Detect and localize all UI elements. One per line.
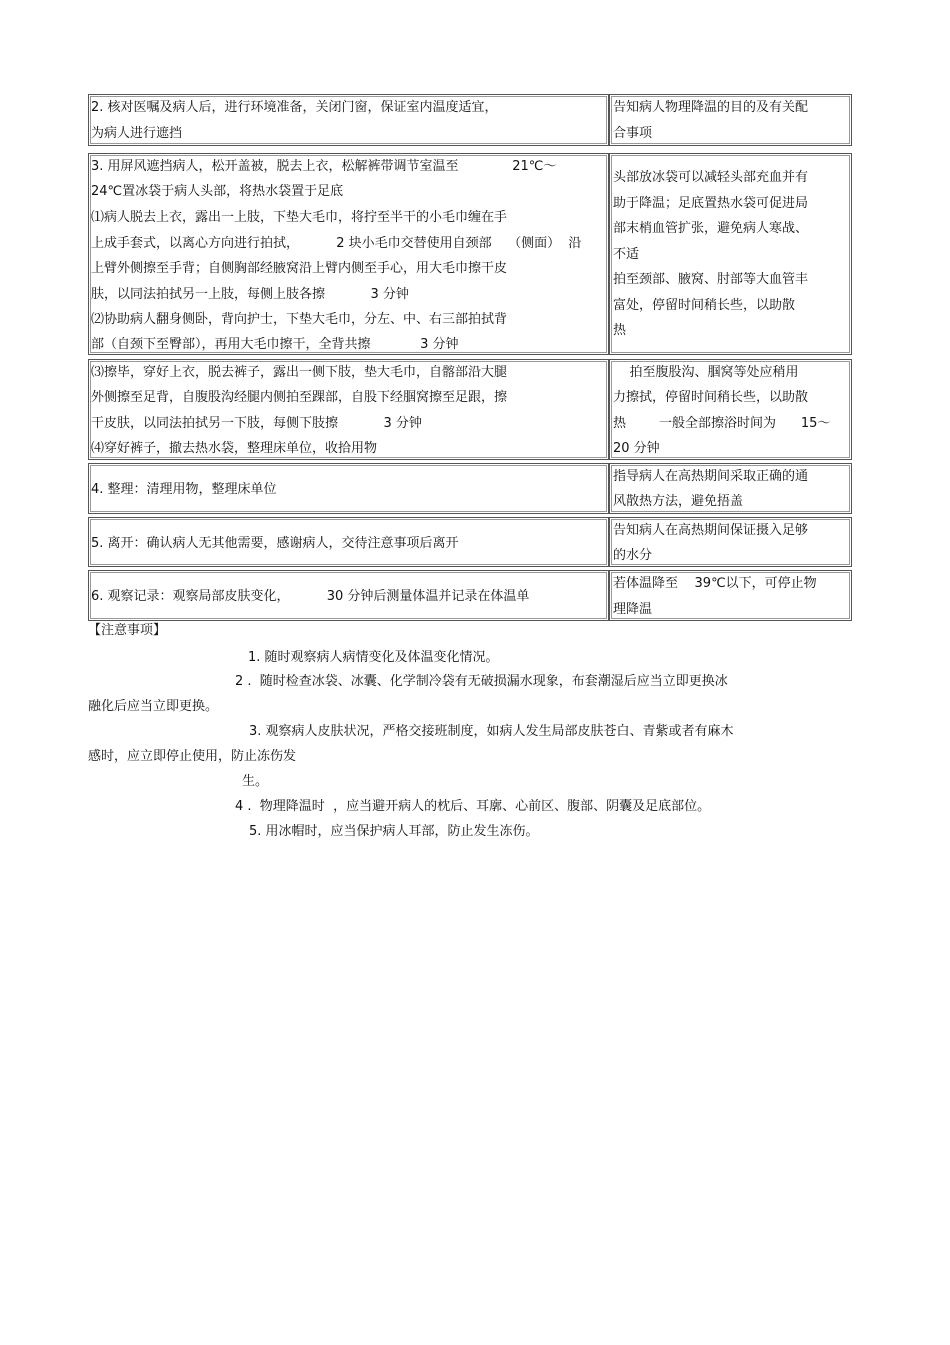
cell-text: 肤，以同法拍拭另一上肢，每侧上肢各擦 3 分钟 xyxy=(91,287,409,302)
procedure-table xyxy=(88,94,852,617)
cell-text: 上臂外侧擦至手背；自侧胸部经腋窝沿上臂内侧至手心，用大毛巾擦干皮 xyxy=(91,261,508,276)
note-cell xyxy=(609,153,852,355)
note-cell xyxy=(609,570,852,621)
cell-text: 为病人进行遮挡 xyxy=(91,126,183,141)
cell-text: 指导病人在高热期间采取正确的通 xyxy=(613,469,809,484)
note-item: 1. 随时观察病人病情变化及体温变化情况。 xyxy=(248,650,499,665)
cell-text: 热 xyxy=(613,323,627,338)
cell-text: ⑴病人脱去上衣，露出一上肢，下垫大毛巾，将拧至半干的小毛巾缠在手 xyxy=(91,210,508,225)
step-cell xyxy=(88,153,609,355)
cell-text: 合事项 xyxy=(613,126,653,141)
cell-text: ⑶擦毕，穿好上衣，脱去裤子，露出一侧下肢，垫大毛巾，自髂部沿大腿 xyxy=(91,365,508,380)
cell-text: 24℃置冰袋于病人头部，将热水袋置于足底 xyxy=(91,184,344,199)
cell-text: 部（自颈下至臀部），再用大毛巾擦干，全背共擦 3 分钟 xyxy=(91,337,459,352)
note-item: 生。 xyxy=(242,774,269,789)
step-cell xyxy=(88,463,609,514)
cell-text: 5. 离开：确认病人无其他需要，感谢病人，交待注意事项后离开 xyxy=(91,536,459,551)
cell-text: 力擦拭，停留时间稍长些，以助散 xyxy=(613,390,809,405)
step-cell xyxy=(88,359,609,460)
cell-text: 部末梢血管扩张，避免病人寒战、 xyxy=(613,221,809,236)
cell-text: 理降温 xyxy=(613,602,653,617)
step-cell xyxy=(88,94,609,146)
step-cell xyxy=(88,570,609,621)
note-item: 感时，应立即停止使用，防止冻伤发 xyxy=(88,749,297,764)
note-item: 5. 用冰帽时，应当保护病人耳部，防止发生冻伤。 xyxy=(249,824,539,839)
note-item: 2 . 随时检查冰袋、冰囊、化学制冷袋有无破损漏水现象，布套潮湿后应当立即更换冰 xyxy=(235,674,728,689)
cell-text: 助于降温；足底置热水袋可促进局 xyxy=(613,196,809,211)
note-item: 融化后应当立即更换。 xyxy=(88,699,219,714)
cell-text: 风散热方法，避免捂盖 xyxy=(613,494,744,509)
note-cell xyxy=(609,359,852,460)
cell-text: 6. 观察记录：观察局部皮肤变化， 30 分钟后测量体温并记录在体温单 xyxy=(91,589,530,604)
note-cell xyxy=(609,463,852,514)
cell-text: 干皮肤，以同法拍拭另一下肢，每侧下肢擦 3 分钟 xyxy=(91,416,422,431)
cell-text: 告知病人物理降温的目的及有关配 xyxy=(613,100,809,115)
cell-text: 拍至颈部、腋窝、肘部等大血管丰 xyxy=(613,272,809,287)
note-item: 3. 观察病人皮肤状况，严格交接班制度，如病人发生局部皮肤苍白、青紫或者有麻木 xyxy=(249,724,734,739)
cell-text: 外侧擦至足背，自腹股沟经腿内侧拍至踝部，自股下经腘窝擦至足跟，擦 xyxy=(91,390,508,405)
cell-text: 的水分 xyxy=(613,548,653,563)
note-item: 4 . 物理降温时 ，应当避开病人的枕后、耳廓、心前区、腹部、阴囊及足底部位。 xyxy=(235,799,711,814)
cell-text: 拍至腹股沟、腘窝等处应稍用 xyxy=(613,365,799,380)
cell-text: 2. 核对医嘱及病人后，进行环境准备，关闭门窗，保证室内温度适宜， xyxy=(91,100,498,115)
cell-text: 不适 xyxy=(613,247,640,262)
cell-text: 告知病人在高热期间保证摄入足够 xyxy=(613,523,809,538)
cell-text: 3. 用屏风遮挡病人，松开盖被，脱去上衣，松解裤带调节室温至 21℃～ xyxy=(91,159,557,174)
note-cell xyxy=(609,517,852,567)
note-cell xyxy=(609,94,852,146)
notes-heading: 【注意事项】 xyxy=(88,623,167,638)
cell-text: ⑷穿好裤子，撤去热水袋，整理床单位，收拾用物 xyxy=(91,441,378,456)
cell-text: ⑵协助病人翻身侧卧，背向护士，下垫大毛巾，分左、中、右三部拍拭背 xyxy=(91,312,508,327)
cell-text: 上成手套式，以离心方向进行拍拭， 2 块小毛巾交替使用自颈部 （侧面） 沿 xyxy=(91,236,582,251)
cell-text: 若体温降至 39℃以下，可停止物 xyxy=(613,576,817,591)
cell-text: 富处，停留时间稍长些，以助散 xyxy=(613,298,796,313)
cell-text: 热 一般全部擦浴时间为 15～ xyxy=(613,416,831,431)
cell-text: 头部放冰袋可以减轻头部充血并有 xyxy=(613,170,809,185)
step-cell xyxy=(88,517,609,567)
cell-text: 4. 整理：清理用物，整理床单位 xyxy=(91,482,277,497)
cell-text: 20 分钟 xyxy=(613,441,660,456)
